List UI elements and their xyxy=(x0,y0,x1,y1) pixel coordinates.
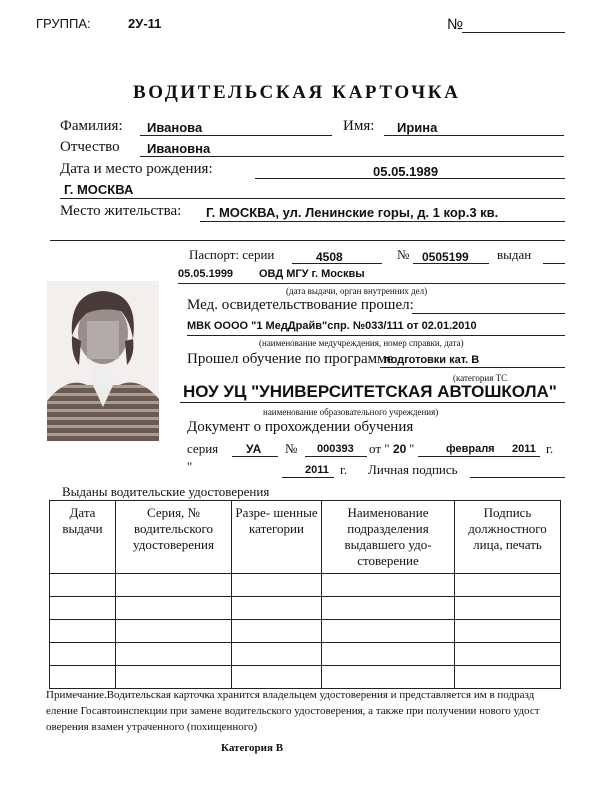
training-year-b-line xyxy=(282,477,334,478)
photo xyxy=(47,281,159,441)
training-school: НОУ УЦ "УНИВЕРСИТЕТСКАЯ АВТОШКОЛА" xyxy=(183,382,557,401)
training-program: подготовки кат. В xyxy=(384,354,480,366)
training-number-line xyxy=(305,456,367,457)
passport-issuer-line xyxy=(178,283,565,284)
training-series-label: серия xyxy=(187,441,219,456)
col-license-number: Серия, № водительского удостоверения xyxy=(116,501,232,574)
page-title: ВОДИТЕЛЬСКАЯ КАРТОЧКА xyxy=(133,82,461,103)
name-line xyxy=(384,135,564,136)
medical-value: МВК ОООО "1 МедДрайв"спр. №033/111 от 02.01.2010 xyxy=(187,320,477,332)
training-category-hint: (категория ТС xyxy=(453,373,508,383)
col-department: Наименование подразделения выдавшего удо- стоверение xyxy=(322,501,455,574)
training-number-label: № xyxy=(285,441,298,456)
training-school-line xyxy=(180,402,565,403)
medical-hint: (наименование медучреждения, номер справки, дата) xyxy=(259,338,464,348)
passport-number: 0505199 xyxy=(422,250,469,264)
training-school-hint: наименование образовательного учреждения) xyxy=(263,407,439,417)
birth-place-line xyxy=(60,198,565,199)
birth-label: Дата и место рождения: xyxy=(60,161,213,177)
training-doc-label: Документ о прохождении обучения xyxy=(187,419,414,435)
licenses-header-row xyxy=(50,501,561,574)
table-row xyxy=(50,574,561,597)
training-from-label: от " xyxy=(369,441,390,456)
signature-line xyxy=(470,477,565,478)
table-row xyxy=(50,643,561,666)
col-categories: Разре- шенные категории xyxy=(232,501,322,574)
training-series: УА xyxy=(246,442,262,456)
note-line-1: Примечание.Водительская карточка хранится владельцем удостоверения и представляется им в подразд xyxy=(46,689,535,701)
passport-number-label: № xyxy=(397,247,410,262)
passport-issuer-hint: (дата выдачи, орган внутренних дел) xyxy=(286,286,428,296)
training-year-a: 2011 xyxy=(512,443,536,455)
passport-issued-line xyxy=(543,263,565,264)
passport-series: 4508 xyxy=(316,250,343,264)
passport-issue-date: 05.05.1999 xyxy=(178,268,234,280)
table-row xyxy=(50,620,561,643)
residence-line xyxy=(200,221,565,222)
birth-place: Г. МОСКВА xyxy=(64,182,134,197)
name-value: Ирина xyxy=(397,120,438,135)
medical-line xyxy=(187,335,565,336)
signature-label: Личная подпись xyxy=(368,462,458,477)
training-number: 000393 xyxy=(317,443,354,455)
patronymic-value: Ивановна xyxy=(147,141,211,156)
surname-value: Иванова xyxy=(147,120,203,135)
training-program-line xyxy=(380,367,565,368)
training-label: Прошел обучение по программе xyxy=(187,351,394,367)
table-row xyxy=(50,597,561,620)
group-label: ГРУППА: xyxy=(36,16,91,31)
medical-label-line xyxy=(412,313,565,314)
training-g-label: г. xyxy=(340,462,348,477)
passport-label: Паспорт: серии xyxy=(189,247,275,262)
footer-category: Категория В xyxy=(221,742,284,754)
training-quote-close: " xyxy=(409,441,415,456)
passport-series-line xyxy=(292,263,382,264)
col-signature: Подпись должностного лица, печать xyxy=(455,501,561,574)
birth-date: 05.05.1989 xyxy=(373,164,439,179)
training-month: февраля xyxy=(446,443,495,455)
patronymic-line xyxy=(140,156,564,157)
passport-issuer: ОВД МГУ г. Москвы xyxy=(259,268,365,280)
training-series-line xyxy=(232,456,278,457)
training-year-suffix: г. xyxy=(546,441,554,456)
training-date-line xyxy=(418,456,540,457)
table-row xyxy=(50,666,561,689)
licenses-table xyxy=(49,500,561,689)
licenses-caption: Выданы водительские удостоверения xyxy=(62,484,270,499)
note-line-2: еление Госавтоинспекции при замене водительского удостоверения, а также при получении нового удост xyxy=(46,705,540,717)
residence-line-2 xyxy=(50,240,565,241)
note-line-3: оверения взамен утраченного (похищенного) xyxy=(46,721,258,733)
surname-line xyxy=(140,135,332,136)
name-label: Имя: xyxy=(343,118,375,134)
birth-line xyxy=(255,178,565,179)
col-issue-date: Дата выдачи xyxy=(50,501,116,574)
medical-label: Мед. освидетельствование прошел: xyxy=(187,297,414,313)
training-quote-open: " xyxy=(187,459,193,474)
passport-issued-label: выдан xyxy=(497,247,532,262)
residence-value: Г. МОСКВА, ул. Ленинские горы, д. 1 кор.3 кв. xyxy=(206,205,499,220)
number-line xyxy=(462,32,565,33)
training-year-b: 2011 xyxy=(305,464,329,476)
group-value: 2У-11 xyxy=(128,16,162,31)
training-day: 20 xyxy=(393,442,407,456)
residence-label: Место жительства: xyxy=(60,203,182,219)
passport-number-line xyxy=(413,263,489,264)
number-label: № xyxy=(447,16,464,33)
patronymic-label: Отчество xyxy=(60,139,120,155)
surname-label: Фамилия: xyxy=(60,118,123,134)
